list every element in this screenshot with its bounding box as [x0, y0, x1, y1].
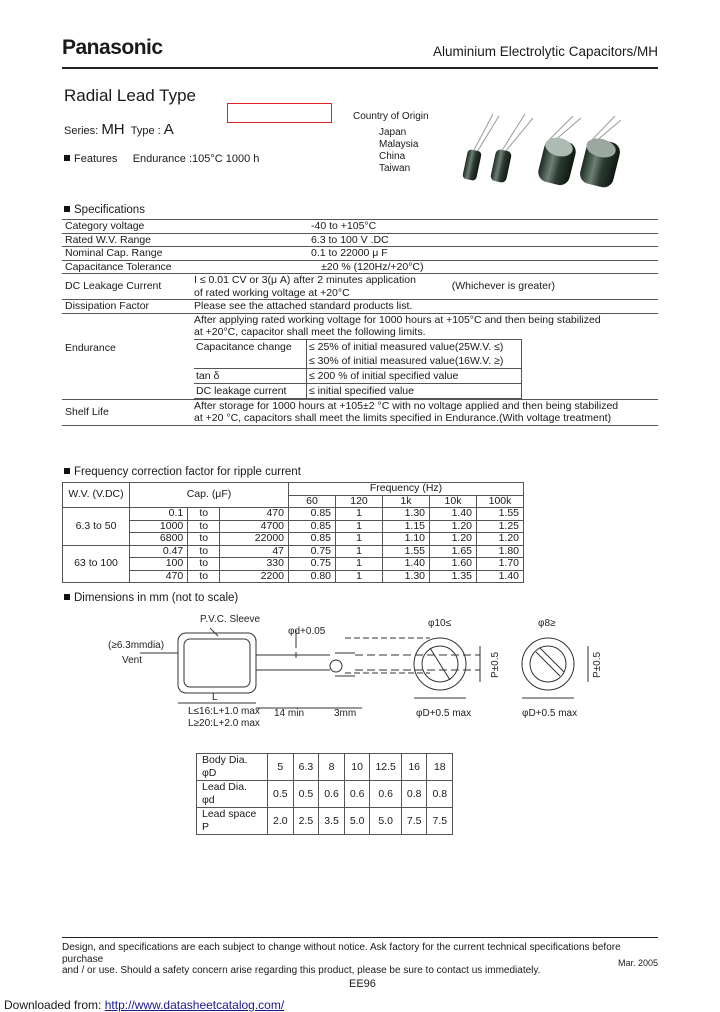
- endurance-intro1: After applying rated working voltage for 1000 hours at +105°C and then being stabilized: [194, 313, 601, 326]
- l-rule-2: L≥20:L+2.0 max: [188, 718, 260, 729]
- factor-cell: 1.55: [383, 545, 430, 558]
- spec-row: [62, 260, 658, 274]
- factor-cell: 1: [336, 508, 383, 521]
- cap-from: 0.1: [130, 508, 188, 521]
- dim-cell: 0.8: [427, 781, 453, 808]
- phi8-label: φ8≥: [538, 618, 556, 629]
- spec-label: Nominal Cap. Range: [62, 247, 186, 261]
- cap-to-word: to: [188, 570, 220, 583]
- factor-cell: 1.20: [430, 533, 477, 546]
- dim-cell: 18: [427, 754, 453, 781]
- bullet-icon: [64, 468, 70, 474]
- factor-cell: 1.10: [383, 533, 430, 546]
- specifications-table: [62, 219, 658, 426]
- cap-from: 100: [130, 558, 188, 571]
- factor-cell: 0.75: [289, 545, 336, 558]
- factor-cell: 1.30: [383, 570, 430, 583]
- specifications-heading: [64, 204, 145, 216]
- spec-label: Shelf Life: [62, 399, 186, 425]
- dimensions-heading: [64, 592, 238, 604]
- header-rule: [62, 67, 658, 69]
- vent-label: Vent: [122, 655, 143, 666]
- origin-country: Taiwan: [379, 163, 411, 174]
- cap-to-word: to: [188, 558, 220, 571]
- endurance-limit: ≤ initial specified value: [307, 383, 522, 398]
- origin-label: Country of Origin: [353, 111, 429, 122]
- footer-note-line1: Design, and specifications are each subject to change without notice. Ask factory for the current technical specifications before purchase: [62, 942, 621, 965]
- lead-dia-label: φd+0.05: [288, 626, 326, 637]
- dim-cell: 5.0: [370, 808, 401, 835]
- origin-country: Malaysia: [379, 139, 419, 150]
- cap-to: 2200: [220, 570, 289, 583]
- spec-label: Capacitance Tolerance: [62, 260, 186, 274]
- footer-rule: [62, 937, 658, 938]
- endurance-param: DC leakage current: [194, 383, 307, 398]
- dc-leakage-line1: I ≤ 0.01 CV or 3(μ A) after 2 minutes application: [194, 274, 416, 286]
- freq-header: 60: [289, 495, 336, 508]
- spec-label: Dissipation Factor: [62, 300, 186, 314]
- column-header: Cap. (μF): [130, 483, 289, 508]
- page-number: EE96: [349, 978, 376, 990]
- factor-cell: 1.30: [383, 508, 430, 521]
- capacitor-photo: [455, 112, 625, 192]
- factor-cell: 1.40: [477, 570, 524, 583]
- spec-row: [62, 399, 658, 425]
- table-row: [63, 570, 524, 583]
- factor-cell: 1.60: [430, 558, 477, 571]
- dim-cell: 5: [268, 754, 294, 781]
- features-text: Endurance :105°C 1000 h: [132, 153, 260, 165]
- table-row: [197, 754, 453, 781]
- series-label: Series:: [64, 125, 99, 137]
- mm3-label: 3mm: [334, 708, 357, 719]
- table-row: [63, 483, 524, 496]
- cap-from: 470: [130, 570, 188, 583]
- endurance-limits-table: [194, 339, 522, 399]
- freq-header: 10k: [430, 495, 477, 508]
- download-label: Downloaded from:: [4, 998, 102, 1012]
- cap-to-word: to: [188, 545, 220, 558]
- column-header: W.V. (V.DC): [63, 483, 130, 508]
- factor-cell: 1.15: [383, 520, 430, 533]
- bullet-icon: [64, 206, 70, 212]
- dimensions-heading-text: Dimensions in mm (not to scale): [74, 592, 239, 604]
- factor-cell: 1.20: [477, 533, 524, 546]
- spec-value: Please see the attached standard products list.: [186, 300, 658, 314]
- phi10-label: φ10≤: [428, 618, 452, 629]
- cap-from: 0.47: [130, 545, 188, 558]
- spec-value: [186, 399, 658, 425]
- spec-label: Endurance: [62, 313, 186, 399]
- endurance-limit: ≤ 200 % of initial specified value: [307, 368, 522, 383]
- factor-cell: 0.85: [289, 520, 336, 533]
- l-rule-1: L≤16:L+1.0 max: [188, 706, 260, 717]
- factor-cell: 1: [336, 545, 383, 558]
- spec-value: 0.1 to 22000 μ F: [186, 247, 658, 261]
- footer-note-line2: and / or use. Should a safety concern arise regarding this product, please be sure to contact us immediately.: [62, 965, 541, 976]
- page-title: Radial Lead Type: [64, 86, 197, 105]
- factor-cell: 0.80: [289, 570, 336, 583]
- row-header: Body Dia. φD: [197, 754, 268, 781]
- table-row: [63, 508, 524, 521]
- dim-cell: 0.6: [344, 781, 370, 808]
- frequency-heading: [64, 466, 301, 478]
- table-row: [63, 533, 524, 546]
- factor-cell: 0.85: [289, 533, 336, 546]
- dim-cell: 0.8: [401, 781, 427, 808]
- spec-row: [62, 300, 658, 314]
- factor-cell: 1.55: [477, 508, 524, 521]
- cap-to-word: to: [188, 508, 220, 521]
- dim-cell: 0.6: [319, 781, 345, 808]
- cap-to: 4700: [220, 520, 289, 533]
- dim-cell: 7.5: [401, 808, 427, 835]
- shelf-life-line2: at +20 °C, capacitors shall meet the limits specified in Endurance.(With voltage treatment): [194, 412, 612, 424]
- dim-cell: 8: [319, 754, 345, 781]
- spec-label: Category voltage: [62, 220, 186, 234]
- p-tolerance-2: P±0.5: [592, 651, 603, 678]
- factor-cell: 1.80: [477, 545, 524, 558]
- row-header: Lead space P: [197, 808, 268, 835]
- cap-to-word: to: [188, 520, 220, 533]
- origin-country: Japan: [379, 127, 407, 138]
- cap-to: 330: [220, 558, 289, 571]
- table-row: [197, 781, 453, 808]
- row-header: Lead Dia. φd: [197, 781, 268, 808]
- dim-cell: 10: [344, 754, 370, 781]
- endurance-limit: ≤ 30% of initial measured value(16W.V. ≥): [309, 354, 504, 367]
- factor-cell: 0.75: [289, 558, 336, 571]
- table-row: [63, 558, 524, 571]
- factor-cell: 1.65: [430, 545, 477, 558]
- wv-cell: 63 to 100: [63, 545, 130, 583]
- dc-leakage-note: (Whichever is greater): [451, 280, 555, 292]
- spec-row: [62, 220, 658, 234]
- highlight-box: [227, 103, 332, 123]
- dim-cell: 2.0: [268, 808, 294, 835]
- factor-cell: 1.25: [477, 520, 524, 533]
- factor-cell: 1.35: [430, 570, 477, 583]
- spec-value: -40 to +105°C: [186, 220, 658, 234]
- series-line: [64, 121, 174, 138]
- shelf-life-line1: After storage for 1000 hours at +105±2 °C with no voltage applied and then being stabilized: [194, 399, 619, 412]
- doc-title: Aluminium Electrolytic Capacitors/MH: [432, 44, 658, 59]
- footer-date: Mar. 2005: [617, 958, 658, 968]
- p-tolerance-1: P±0.5: [490, 651, 501, 678]
- spec-row: [62, 313, 658, 399]
- dimension-drawing: [100, 608, 603, 738]
- endurance-intro2: at +20°C, capacitor shall meet the following limits.: [194, 326, 426, 338]
- column-header: Frequency (Hz): [289, 483, 524, 496]
- length-label: L: [212, 692, 218, 703]
- factor-cell: 1.40: [383, 558, 430, 571]
- spec-value: [186, 274, 658, 300]
- dim-cell: 2.5: [293, 808, 319, 835]
- min14-label: 14 min: [274, 708, 305, 719]
- spec-row: [62, 274, 658, 300]
- bullet-icon: [64, 594, 70, 600]
- spec-row: [62, 247, 658, 261]
- spec-value: 6.3 to 100 V .DC: [186, 233, 658, 247]
- factor-cell: 1.40: [430, 508, 477, 521]
- freq-header: 120: [336, 495, 383, 508]
- features-label: Features: [74, 153, 118, 165]
- dim-cell: 0.5: [293, 781, 319, 808]
- factor-cell: 1.20: [430, 520, 477, 533]
- download-line: [4, 998, 284, 1012]
- table-row: [63, 520, 524, 533]
- spec-value: [186, 313, 658, 399]
- features-line: [64, 153, 259, 165]
- cap-from: 6800: [130, 533, 188, 546]
- cap-to: 22000: [220, 533, 289, 546]
- cap-from: 1000: [130, 520, 188, 533]
- specifications-heading-text: Specifications: [74, 204, 145, 216]
- bullet-icon: [64, 155, 70, 161]
- factor-cell: 1.70: [477, 558, 524, 571]
- dc-leakage-line2: of rated working voltage at +20°C: [194, 286, 350, 299]
- dim-cell: 6.3: [293, 754, 319, 781]
- dim-cell: 7.5: [427, 808, 453, 835]
- factor-cell: 1: [336, 570, 383, 583]
- freq-header: 100k: [477, 495, 524, 508]
- dim-cell: 5.0: [344, 808, 370, 835]
- spec-value: ±20 % (120Hz/+20°C): [186, 260, 658, 274]
- freq-header: 1k: [383, 495, 430, 508]
- dim-cell: 3.5: [319, 808, 345, 835]
- pd-label-1: φD+0.5 max: [416, 708, 472, 719]
- pvc-sleeve-label: P.V.C. Sleeve: [200, 614, 261, 625]
- brand-logo: Panasonic: [62, 36, 163, 59]
- factor-cell: 1: [336, 558, 383, 571]
- dim-cell: 12.5: [370, 754, 401, 781]
- spec-label: Rated W.V. Range: [62, 233, 186, 247]
- pd-label-2: φD+0.5 max: [522, 708, 578, 719]
- type-value: A: [163, 121, 174, 138]
- frequency-table: [62, 482, 524, 583]
- dim-cell: 0.5: [268, 781, 294, 808]
- spec-row: [62, 233, 658, 247]
- table-row: [197, 808, 453, 835]
- dim-cell: 16: [401, 754, 427, 781]
- wv-cell: 6.3 to 50: [63, 508, 130, 546]
- country-of-origin: [353, 111, 429, 175]
- frequency-heading-text: Frequency correction factor for ripple current: [74, 466, 301, 478]
- factor-cell: 0.85: [289, 508, 336, 521]
- series-value: MH: [101, 121, 125, 138]
- cap-to: 470: [220, 508, 289, 521]
- dim-cell: 0.6: [370, 781, 401, 808]
- cap-to: 47: [220, 545, 289, 558]
- dimensions-table: [196, 753, 453, 835]
- endurance-param: tan δ: [194, 368, 307, 383]
- table-row: [63, 545, 524, 558]
- cap-to-word: to: [188, 533, 220, 546]
- factor-cell: 1: [336, 533, 383, 546]
- origin-country: China: [379, 151, 406, 162]
- endurance-param: Capacitance change: [194, 339, 307, 354]
- footer-note: [62, 942, 658, 977]
- spec-label: DC Leakage Current: [62, 274, 186, 300]
- download-link[interactable]: http://www.datasheetcatalog.com/: [104, 998, 285, 1012]
- vent-note-label: (≥6.3mmdia): [108, 640, 165, 651]
- type-label: Type :: [130, 125, 161, 137]
- endurance-limit: ≤ 25% of initial measured value(25W.V. ≤): [309, 340, 504, 353]
- factor-cell: 1: [336, 520, 383, 533]
